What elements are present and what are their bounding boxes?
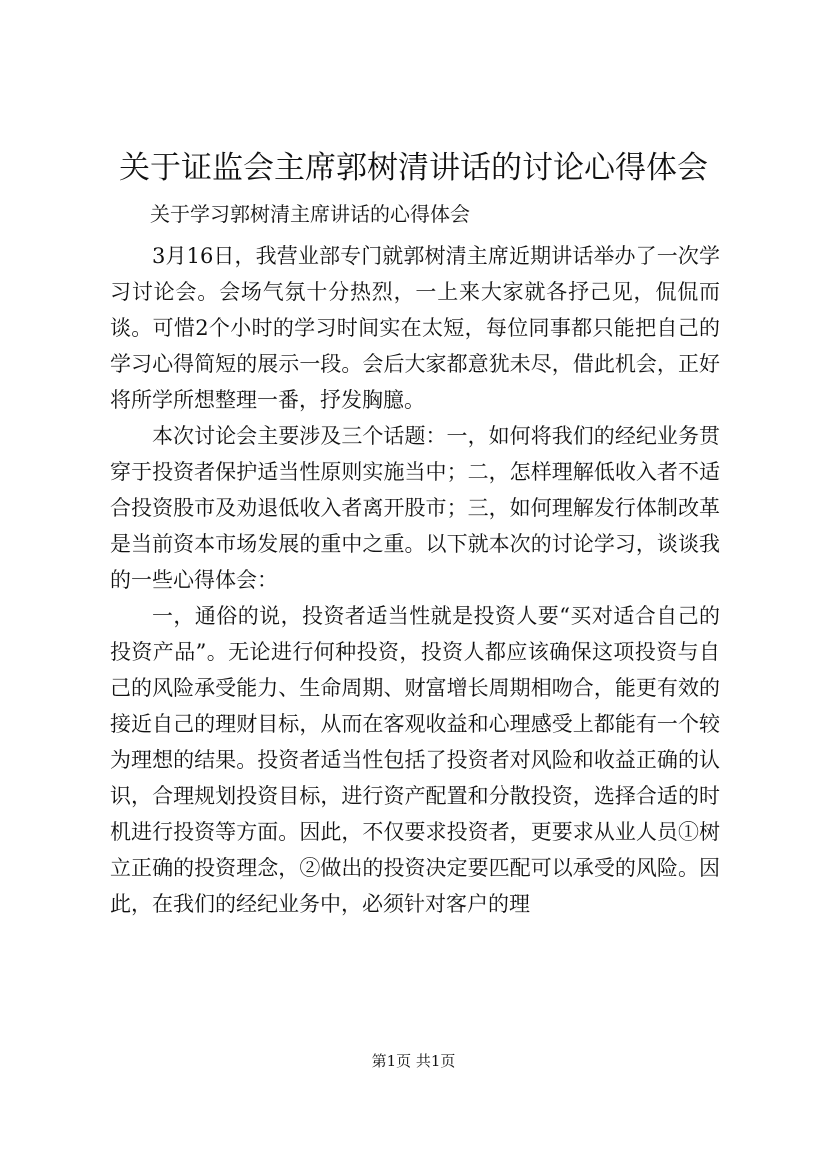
paragraph-2: 本次讨论会主要涉及三个话题：一，如何将我们的经纪业务贯穿于投资者保护适当性原则实施当中；二，怎样理解低收入者不适合投资股市及劝退低收入者离开股市；三，如何理解发行体制改革是当前资本市场发展的重中之重。以下就本次的讨论学习，谈谈我的一些心得体会： xyxy=(110,424,720,592)
document-title: 关于证监会主席郭树清讲话的讨论心得体会 xyxy=(119,150,708,186)
page-footer: 第1页 共1页 xyxy=(371,1052,456,1070)
document-body xyxy=(110,238,720,922)
paragraph-1: 3月16日，我营业部专门就郭树清主席近期讲话举办了一次学习讨论会。会场气氛十分热烈，一上来大家就各抒己见，侃侃而谈。可惜2个小时的学习时间实在太短，每位同事都只能把自己的学习心得简短的展示一段。会后大家都意犹未尽，借此机会，正好将所学所想整理一番，抒发胸臆。 xyxy=(110,244,720,412)
document-subtitle: 关于学习郭树清主席讲话的心得体会 xyxy=(150,202,470,226)
paragraph-3: 一，通俗的说，投资者适当性就是投资人要“买对适合自己的投资产品”。无论进行何种投资，投资人都应该确保这项投资与自己的风险承受能力、生命周期、财富增长周期相吻合，能更有效的接近自己的理财目标，从而在客观收益和心理感受上都能有一个较为理想的结果。投资者适当性包括了投资者对风险和收益正确的认识，合理规划投资目标，进行资产配置和分散投资，选择合适的时机进行投资等方面。因此，不仅要求投资者，更要求从业人员①树立正确的投资理念，②做出的投资决定要匹配可以承受的风险。因此，在我们的经纪业务中，必须针对客户的理 xyxy=(110,604,720,916)
